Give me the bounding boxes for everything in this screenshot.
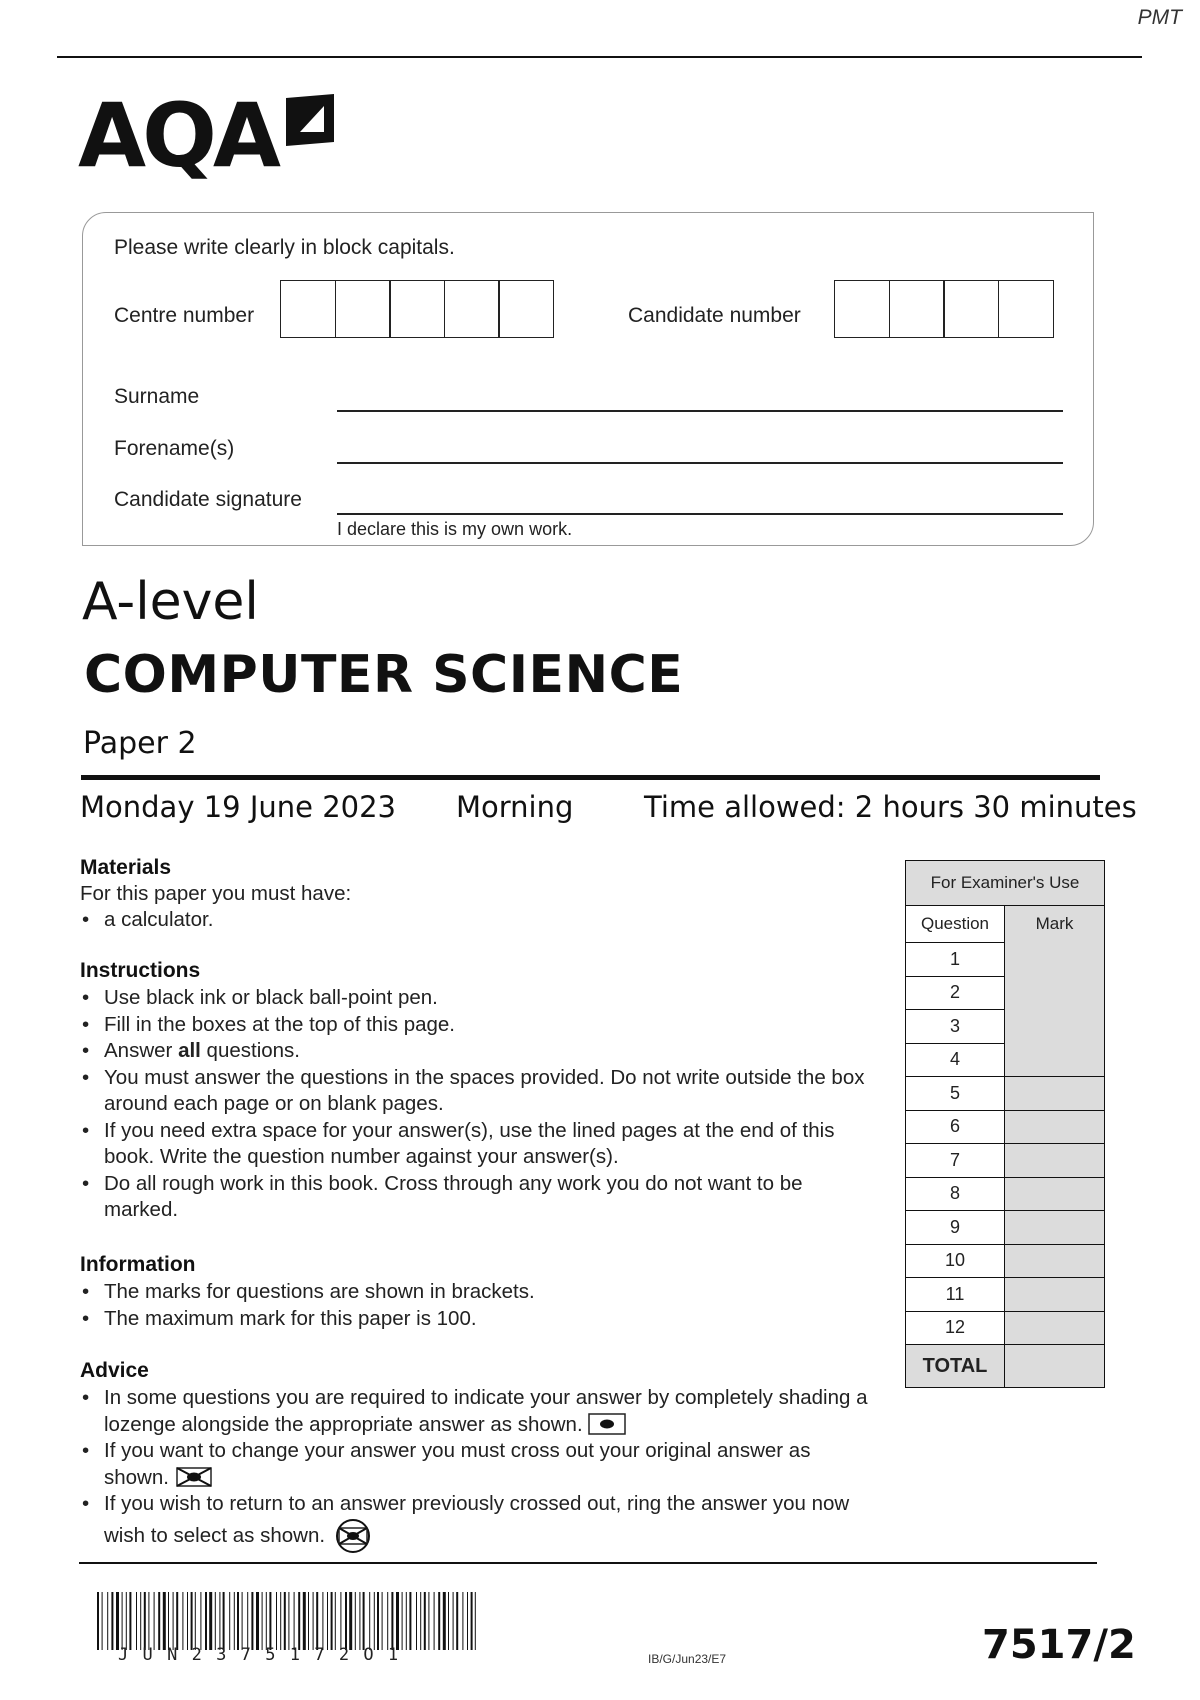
barcode-bar — [237, 1592, 239, 1650]
mark-cell[interactable] — [1005, 1144, 1105, 1178]
barcode-bar — [303, 1592, 306, 1650]
barcode-bar — [345, 1592, 347, 1650]
candidate-number-cell[interactable] — [889, 280, 945, 338]
answer-all-post: questions. — [200, 1039, 301, 1062]
barcode-bar — [102, 1592, 103, 1650]
exam-subject: COMPUTER SCIENCE — [84, 645, 684, 705]
materials-heading: Materials — [80, 856, 172, 879]
barcode-bar — [251, 1592, 253, 1650]
list-item — [80, 1438, 870, 1491]
surname-label: Surname — [114, 385, 200, 408]
materials-list — [80, 907, 860, 934]
total-label: TOTAL — [906, 1345, 1005, 1388]
barcode-bar — [471, 1592, 473, 1650]
question-number: 8 — [906, 1177, 1005, 1211]
barcode-bar — [191, 1592, 193, 1650]
barcode-bar — [327, 1592, 328, 1650]
barcode-bar — [126, 1592, 127, 1650]
question-column-header: Question — [906, 906, 1005, 943]
barcode-bar — [335, 1592, 336, 1650]
barcode-bar — [340, 1592, 341, 1650]
barcode-bar — [298, 1592, 300, 1650]
information-heading: Information — [80, 1253, 196, 1276]
exam-session: Morning — [456, 790, 574, 824]
signature-field[interactable] — [337, 513, 1063, 515]
barcode-bar — [215, 1592, 216, 1650]
centre-number-cell[interactable] — [280, 280, 336, 338]
barcode-bar — [122, 1592, 123, 1650]
table-row — [906, 906, 1105, 943]
top-rule — [57, 56, 1142, 58]
question-number: 2 — [906, 976, 1005, 1010]
barcode-bar — [428, 1592, 429, 1650]
list-item: • If you need extra space for your answer(s), use the lined pages at the end of this book. Write the question number against your answer(s). — [80, 1118, 870, 1171]
barcode-bar — [107, 1592, 108, 1650]
candidate-number-cell[interactable] — [943, 280, 999, 338]
question-number: 12 — [906, 1311, 1005, 1345]
barcode-bar — [234, 1592, 235, 1650]
examiners-use-title: For Examiner's Use — [906, 861, 1105, 906]
barcode-bar — [262, 1592, 263, 1650]
advice-heading: Advice — [80, 1359, 149, 1382]
question-number: 5 — [906, 1077, 1005, 1111]
candidate-number-cell[interactable] — [834, 280, 890, 338]
barcode-bar — [382, 1592, 383, 1650]
candidate-number-label: Candidate number — [628, 304, 801, 327]
bottom-section-rule — [79, 1562, 1097, 1564]
barcode-bar — [355, 1592, 356, 1650]
barcode-bar — [322, 1592, 323, 1650]
barcode-bar — [462, 1592, 463, 1650]
barcode-bar — [144, 1592, 146, 1650]
advice-list — [80, 1385, 870, 1554]
examiners-use-table — [905, 860, 1105, 1388]
mark-cell[interactable] — [1005, 1077, 1105, 1111]
question-number: 3 — [906, 1010, 1005, 1044]
list-item: • Fill in the boxes at the top of this page. — [80, 1012, 870, 1039]
barcode-bar — [331, 1592, 333, 1650]
barcode-bar — [223, 1592, 225, 1650]
barcode-bar — [438, 1592, 440, 1650]
barcode-bar — [129, 1592, 131, 1650]
barcode-bar — [288, 1592, 289, 1650]
information-list — [80, 1279, 870, 1332]
barcode-bar — [284, 1592, 286, 1650]
aqa-logo-icon — [282, 92, 338, 150]
mark-column-header: Mark — [1005, 906, 1105, 1077]
barcode-bar — [187, 1592, 188, 1650]
aqa-logo-text: AQA — [78, 84, 278, 187]
barcode-bar — [219, 1592, 220, 1650]
question-number: 1 — [906, 943, 1005, 977]
list-item — [80, 1385, 870, 1438]
centre-number-cell[interactable] — [389, 280, 445, 338]
exam-paper: Paper 2 — [83, 726, 197, 761]
instructions-list — [80, 985, 870, 1224]
barcode-bar — [313, 1592, 314, 1650]
barcode-bar — [163, 1592, 166, 1650]
barcode-bar — [229, 1592, 230, 1650]
mark-cell[interactable] — [1005, 1110, 1105, 1144]
answer-all-pre: Answer — [104, 1039, 179, 1062]
barcode-bar — [140, 1592, 141, 1650]
advice-text: If you want to change your answer you must cross out your original answer as shown. — [104, 1439, 811, 1489]
table-row — [906, 1110, 1105, 1144]
question-number: 6 — [906, 1110, 1005, 1144]
barcode-bar — [374, 1592, 375, 1650]
list-item — [80, 1038, 870, 1065]
barcode-bar — [247, 1592, 248, 1650]
centre-number-label: Centre number — [114, 304, 255, 327]
table-row — [906, 1311, 1105, 1345]
table-row — [906, 861, 1105, 906]
candidate-number-boxes[interactable] — [834, 280, 1054, 338]
list-item: • Use black ink or black ball-point pen. — [80, 985, 870, 1012]
barcode-bar — [448, 1592, 449, 1650]
total-mark-cell[interactable] — [1005, 1345, 1105, 1388]
question-number: 7 — [906, 1144, 1005, 1178]
crossed-lozenge-icon — [175, 1465, 213, 1489]
table-row — [906, 1211, 1105, 1245]
barcode-bar — [349, 1592, 352, 1650]
barcode-bar — [316, 1592, 318, 1650]
surname-field[interactable] — [337, 410, 1063, 412]
barcode-bar — [168, 1592, 169, 1650]
forename-label: Forename(s) — [114, 437, 235, 460]
forename-field[interactable] — [337, 462, 1063, 464]
ringed-lozenge-icon — [331, 1518, 375, 1554]
mark-cell[interactable] — [1005, 1244, 1105, 1278]
barcode-bar — [369, 1592, 370, 1650]
exam-level: A-level — [82, 572, 259, 632]
list-item — [80, 1491, 870, 1554]
barcode-bar — [269, 1592, 271, 1650]
barcode-bar — [387, 1592, 388, 1650]
mark-cell[interactable] — [1005, 1177, 1105, 1211]
barcode-bar — [280, 1592, 281, 1650]
barcode-bar — [377, 1592, 379, 1650]
table-row — [906, 1177, 1105, 1211]
centre-number-cell[interactable] — [335, 280, 391, 338]
candidate-number-cell[interactable] — [998, 280, 1054, 338]
barcode-bar — [148, 1592, 149, 1650]
barcode-bar — [158, 1592, 160, 1650]
barcode-bar — [402, 1592, 403, 1650]
barcode-bar — [116, 1592, 119, 1650]
time-allowed: Time allowed: 2 hours 30 minutes — [644, 790, 1137, 824]
centre-number-boxes[interactable] — [280, 280, 554, 338]
centre-number-cell[interactable] — [444, 280, 500, 338]
barcode-bar — [420, 1592, 421, 1650]
list-item: • The marks for questions are shown in brackets. — [80, 1279, 870, 1306]
signature-label: Candidate signature — [114, 488, 302, 511]
barcode-bar — [359, 1592, 360, 1650]
barcode-bar — [416, 1592, 417, 1650]
advice-text: If you wish to return to an answer previously crossed out, ring the answer you now wish to select as shown. — [104, 1492, 850, 1547]
barcode-bar — [256, 1592, 259, 1650]
advice-text: In some questions you are required to indicate your answer by completely shading a lozenge alongside the appropriate answer as shown. — [104, 1386, 868, 1436]
declaration-text: I declare this is my own work. — [337, 519, 573, 539]
materials-intro: For this paper you must have: — [80, 882, 352, 905]
question-number: 9 — [906, 1211, 1005, 1245]
table-row — [906, 1244, 1105, 1278]
barcode-bar — [173, 1592, 174, 1650]
barcode-bar — [200, 1592, 201, 1650]
barcode-bar — [434, 1592, 435, 1650]
barcode-bar — [111, 1592, 113, 1650]
instructions-heading: Instructions — [80, 959, 201, 982]
mark-cell[interactable] — [1005, 1211, 1105, 1245]
table-row — [906, 1077, 1105, 1111]
barcode-bar — [154, 1592, 155, 1650]
barcode-bar — [406, 1592, 407, 1650]
barcode-bar — [308, 1592, 309, 1650]
question-number: 11 — [906, 1278, 1005, 1312]
list-item: • Do all rough work in this book. Cross through any work you do not want to be marked. — [80, 1171, 870, 1224]
document-reference: IB/G/Jun23/E7 — [648, 1652, 727, 1666]
barcode-bar — [443, 1592, 446, 1650]
barcode-bar — [97, 1592, 99, 1650]
list-item: • You must answer the questions in the spaces provided. Do not write outside the box around each page or on blank pages. — [80, 1065, 870, 1118]
barcode-bar — [209, 1592, 212, 1650]
block-capitals-instruction: Please write clearly in block capitals. — [114, 236, 455, 259]
shaded-lozenge-icon — [588, 1412, 626, 1436]
pmt-watermark: PMT — [1137, 6, 1182, 29]
table-row — [906, 1345, 1105, 1388]
title-rule — [81, 775, 1100, 780]
barcode-bar — [409, 1592, 411, 1650]
mark-cell[interactable] — [1005, 1278, 1105, 1312]
barcode-bar — [391, 1592, 393, 1650]
barcode-bar — [424, 1592, 426, 1650]
list-item: • The maximum mark for this paper is 100. — [80, 1306, 870, 1333]
answer-all-emphasis: all — [178, 1039, 201, 1062]
table-row — [906, 1144, 1105, 1178]
mark-cell[interactable] — [1005, 1311, 1105, 1345]
barcode-bar — [266, 1592, 267, 1650]
barcode-bar — [205, 1592, 207, 1650]
exam-date: Monday 19 June 2023 — [80, 790, 396, 824]
table-row — [906, 1278, 1105, 1312]
barcode-bar — [242, 1592, 243, 1650]
question-number: 10 — [906, 1244, 1005, 1278]
question-number: 4 — [906, 1043, 1005, 1077]
barcode-bar — [182, 1592, 183, 1650]
barcode-bar — [456, 1592, 458, 1650]
barcode-bar — [363, 1592, 365, 1650]
barcode-bar — [475, 1592, 476, 1650]
barcode-bar — [136, 1592, 137, 1650]
barcode — [97, 1592, 479, 1650]
barcode-bar — [453, 1592, 454, 1650]
barcode-bar — [195, 1592, 196, 1650]
list-item: • a calculator. — [80, 907, 860, 934]
barcode-bar — [467, 1592, 468, 1650]
paper-code: 7517/2 — [982, 1622, 1136, 1668]
barcode-bar — [294, 1592, 295, 1650]
barcode-bar — [176, 1592, 178, 1650]
barcode-bar — [276, 1592, 277, 1650]
barcode-digits: JUN2375172O1 — [118, 1645, 413, 1665]
barcode-bar — [396, 1592, 399, 1650]
centre-number-cell[interactable] — [498, 280, 554, 338]
